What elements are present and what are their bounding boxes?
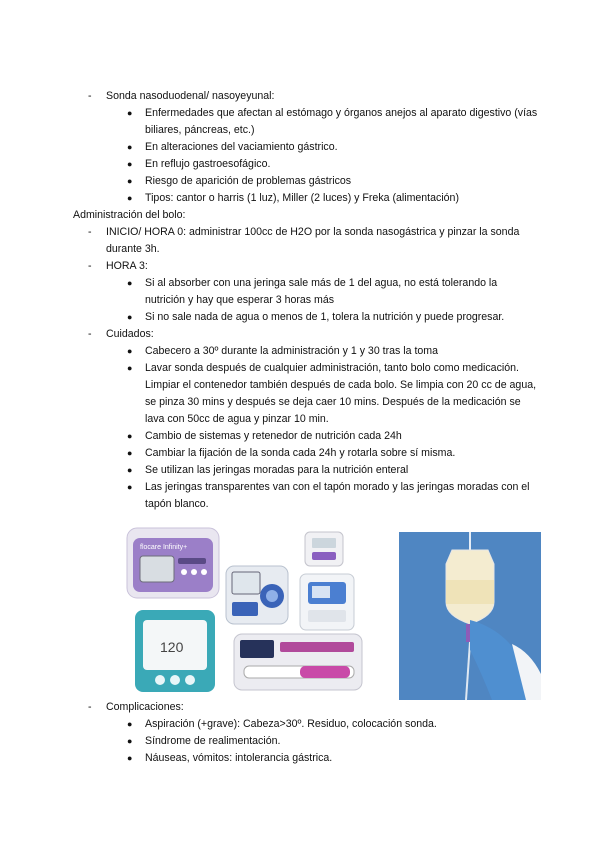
dash-marker: -	[88, 701, 92, 713]
flocare-pump-image	[127, 528, 219, 598]
sonda-title: Sonda nasoduodenal/ nasoyeyunal:	[106, 90, 275, 102]
inicio-text: INICIO/ HORA 0: administrar 100cc de H2O por la sonda nasogástrica y pinzar la sonda durante 3h.	[106, 226, 520, 255]
list-item: ● Si no sale nada de agua o menos de 1, tolera la nutrición y puede progresar.	[0, 309, 540, 326]
list-item: ● Tipos: cantor o harris (1 luz), Miller (2 luces) y Freka (alimentación)	[0, 190, 540, 207]
list-item: ● Enfermedades que afectan al estómago y órganos anejos al aparato digestivo (vías biliares, páncreas, etc.)	[127, 107, 538, 136]
list-item: ● Náuseas, vómitos: intolerancia gástrica.	[0, 750, 540, 767]
list-item: ● Aspiración (+grave): Cabeza>30º. Residuo, colocación sonda.	[0, 716, 540, 733]
bolo-heading: Administración del bolo:	[73, 209, 186, 221]
bullet-icon: ●	[127, 719, 133, 729]
list-item: ● Cambiar la fijación de la sonda cada 24h y rotarla sobre sí misma.	[0, 445, 540, 462]
bullet-icon: ●	[127, 278, 133, 288]
complicaciones-section	[0, 699, 600, 767]
list-item: ● En reflujo gastroesofágico.	[0, 156, 540, 173]
blue-pump-image	[226, 566, 288, 624]
bullet-icon: ●	[127, 753, 133, 763]
bullet-icon: ●	[127, 108, 133, 118]
bullet-icon: ●	[127, 448, 133, 458]
document-body	[0, 88, 600, 513]
bullet-icon: ●	[127, 346, 133, 356]
list-item: ● En alteraciones del vaciamiento gástrico.	[0, 139, 540, 156]
dash-marker: -	[88, 328, 92, 340]
enteral-bag-image	[399, 532, 541, 700]
list-item: ● Síndrome de realimentación.	[0, 733, 540, 750]
list-item: ● Cabecero a 30º durante la administración y 1 y 30 tras la toma	[0, 343, 540, 360]
teal-pump-image	[135, 610, 215, 692]
hora3-title: HORA 3:	[106, 260, 148, 272]
bullet-icon: ●	[127, 482, 133, 492]
bullet-icon: ●	[127, 736, 133, 746]
list-item: ● Cambio de sistemas y retenedor de nutrición cada 24h	[0, 428, 540, 445]
bullet-icon: ●	[127, 176, 133, 186]
dash-marker: -	[88, 90, 92, 102]
bullet-icon: ●	[127, 363, 133, 373]
list-item: ● Lavar sonda después de cualquier administración, tanto bolo como medicación. Limpiar el contenedor también después de cada bolo. Se limpia con 20 cc de agua, se pinza 30 mins y después se deja caer 10 mins. Después de la medicación se lava con 50cc de agua y pinzar 10 min.	[127, 362, 537, 425]
list-item-inicio	[0, 224, 540, 258]
dash-marker: -	[88, 260, 92, 272]
images-row	[0, 524, 600, 704]
brand-label: flocare Infinity+	[140, 544, 188, 551]
bullet-icon: ●	[127, 312, 133, 322]
list-item-hora3	[0, 258, 540, 275]
screen-value: 120	[160, 639, 184, 655]
pumps-illustration	[0, 524, 600, 704]
list-item: ● Riesgo de aparición de problemas gástricos	[0, 173, 540, 190]
white-pump-image	[305, 532, 343, 566]
bullet-icon: ●	[127, 431, 133, 441]
bullet-icon: ●	[127, 159, 133, 169]
cuidados-title: Cuidados:	[106, 328, 154, 340]
list-item: ● Se utilizan las jeringas moradas para la nutrición enteral	[0, 462, 540, 479]
list-item-complicaciones	[0, 699, 540, 716]
list-item: ● Si al absorber con una jeringa sale más de 1 del agua, no está tolerando la nutrición y hay que esperar 3 horas más	[127, 277, 498, 306]
bullet-icon: ●	[127, 193, 133, 203]
dash-marker: -	[88, 226, 92, 238]
list-item-cuidados	[0, 326, 540, 343]
bullet-icon: ●	[127, 142, 133, 152]
bullet-icon: ●	[127, 465, 133, 475]
syringe-pump-image	[234, 634, 362, 690]
list-item-sonda	[0, 88, 540, 105]
complicaciones-title: Complicaciones:	[106, 701, 184, 713]
list-item: ● Las jeringas transparentes van con el tapón morado y las jeringas moradas con el tapón blanco.	[127, 481, 530, 510]
white-blue-pump-image	[300, 574, 354, 630]
